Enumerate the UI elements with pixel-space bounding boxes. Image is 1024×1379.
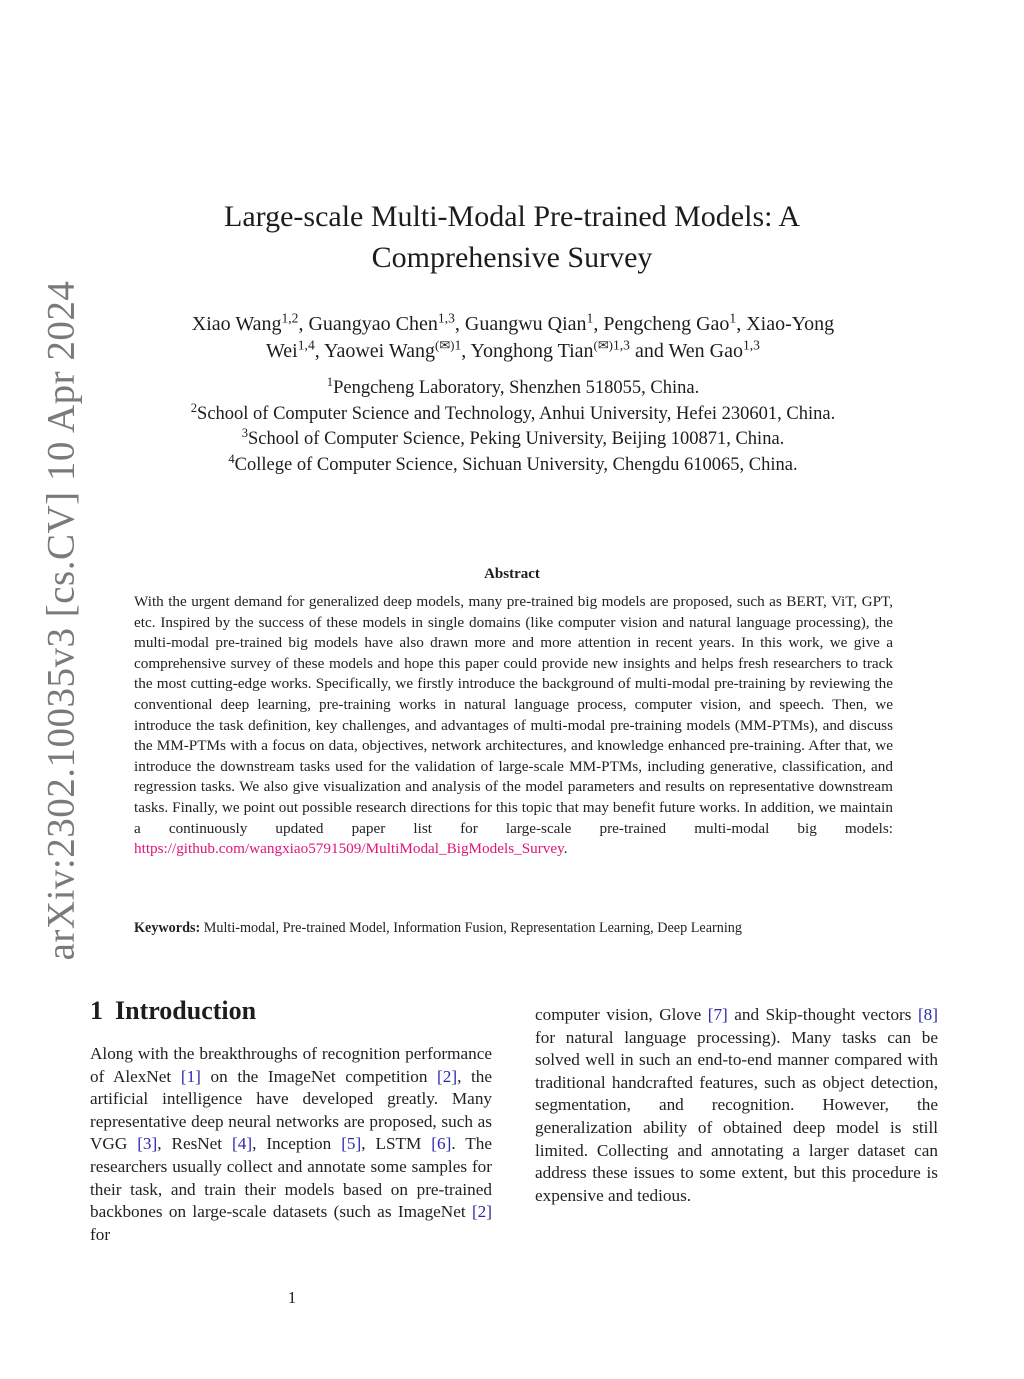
author-separator: and bbox=[629, 340, 669, 362]
intro-paragraph-left bbox=[90, 1043, 492, 1246]
author-separator: , bbox=[454, 313, 465, 335]
keywords-label: Keywords: bbox=[134, 920, 201, 936]
intro-paragraph-right bbox=[535, 1004, 938, 1207]
affiliation-list bbox=[110, 376, 916, 478]
author-name: Yonghong Tian bbox=[470, 340, 594, 362]
page-number: 1 bbox=[287, 1288, 297, 1307]
body-text: , Inception bbox=[252, 1134, 342, 1154]
author-name: Guangwu Qian bbox=[464, 313, 587, 335]
keywords-text: Multi-modal, Pre-trained Model, Information Fusion, Representation Learning, Deep Learning bbox=[203, 920, 742, 936]
body-text: , ResNet bbox=[157, 1134, 233, 1154]
paper-title: Large-scale Multi-Modal Pre-trained Models: A Comprehensive Survey bbox=[224, 200, 800, 274]
author-separator: , bbox=[298, 313, 309, 335]
citation-link[interactable]: [2] bbox=[437, 1066, 458, 1086]
section-heading bbox=[90, 996, 490, 1026]
abstract-heading: Abstract bbox=[484, 566, 540, 582]
body-text: computer vision, Glove bbox=[535, 1005, 708, 1024]
affiliation-number: 1 bbox=[326, 374, 334, 389]
affiliation-number: 4 bbox=[228, 451, 235, 466]
author-line-2 bbox=[118, 338, 908, 365]
affiliation-item bbox=[110, 376, 916, 402]
section-number: 1 bbox=[90, 996, 103, 1025]
author-affiliation-marker: 1,3 bbox=[437, 310, 455, 326]
keywords-line bbox=[134, 918, 914, 938]
affiliation-text: College of Computer Science, Sichuan University, Chengdu 610065, China. bbox=[234, 454, 798, 475]
author-affiliation-marker: 1,2 bbox=[281, 310, 299, 326]
author-name: Guangyao Chen bbox=[308, 313, 438, 335]
affiliation-text: School of Computer Science, Peking University, Beijing 100871, China. bbox=[248, 429, 785, 449]
author-separator: , bbox=[736, 313, 747, 335]
github-repo-link[interactable]: https://github.com/wangxiao5791509/MultiModal_BigModels_Survey bbox=[134, 840, 564, 858]
author-name-second-part: Wei bbox=[266, 340, 298, 362]
arxiv-identifier-text: arXiv:2302.10035v3 [cs.CV] 10 Apr 2024 bbox=[39, 280, 83, 960]
citation-link[interactable]: [3] bbox=[137, 1134, 158, 1154]
author-separator: , bbox=[593, 313, 604, 335]
abstract-text: With the urgent demand for generalized deep models, many pre-trained big models are proposed, such as BERT, ViT, GPT, etc. Inspired by the success of these models in single domains (like computer vision and natural language processing), the multi-modal pre-trained big models have also drawn more and more attention in recent years. In this work, we give a comprehensive survey of these models and hope this paper could provide new insights and helps fresh researchers to track the most cutting-edge works. Specifically, we firstly introduce the background of multi-modal pre-training by reviewing the conventional deep learning, pre-training works in natural language process, computer vision, and speech. Then, we introduce the task definition, key challenges, and advantages of multi-modal pre-training models (MM-PTMs), and discuss the MM-PTMs with a focus on data, objectives, network architectures, and knowledge enhanced pre-training. After that, we introduce the downstream tasks used for the validation of large-scale MM-PTMs, including generative, classification, and regression tasks. We also give visualization and analysis of the model parameters and results on representative downstream tasks. Finally, we point out possible research directions for this topic that may benefit future works. In addition, we maintain a continuously updated paper list for large-scale pre-trained multi-modal big models: bbox=[134, 593, 893, 837]
affiliation-number: 2 bbox=[190, 400, 198, 415]
affiliation-text: School of Computer Science and Technology, Anhui University, Hefei 230601, China. bbox=[197, 403, 836, 424]
author-separator: , bbox=[314, 340, 325, 362]
author-name-first-part: Xiao-Yong bbox=[746, 313, 835, 335]
author-affiliation-marker: 1,3 bbox=[742, 337, 760, 353]
affiliation-number: 3 bbox=[241, 425, 249, 440]
body-text: , LSTM bbox=[361, 1134, 432, 1154]
author-line-1 bbox=[118, 311, 908, 338]
abstract-body bbox=[134, 592, 893, 860]
author-affiliation-marker: 1,4 bbox=[297, 337, 315, 353]
author-name: Wen Gao bbox=[668, 340, 743, 362]
citation-link[interactable]: [7] bbox=[707, 1005, 728, 1024]
affiliation-text: Pengcheng Laboratory, Shenzhen 518055, China. bbox=[333, 378, 700, 398]
body-text: for natural language processing). Many tasks can be solved well in such an end-to-end manner compared with traditional handcrafted features, such as object detection, segmentation, and recognition. However, the generalization ability of obtained deep model is still limited. Collecting and annotating a larger dataset can address these issues to some extent, but this procedure is expensive and tedious. bbox=[535, 1027, 938, 1205]
author-affiliation-marker: (✉)1 bbox=[435, 337, 462, 353]
author-affiliation-marker: 1 bbox=[729, 310, 737, 326]
body-text: and Skip-thought vectors bbox=[727, 1005, 918, 1024]
affiliation-item bbox=[110, 402, 916, 428]
author-affiliation-marker: 1 bbox=[586, 310, 594, 326]
arxiv-identifier-stamp bbox=[26, 280, 96, 960]
body-text: . The researchers usually collect and annotate some samples for their task, and train their models based on pre-trained backbones on large-scale datasets (such as ImageNet bbox=[90, 1134, 492, 1222]
author-name: Xiao Wang bbox=[191, 313, 282, 335]
affiliation-item bbox=[110, 427, 916, 453]
citation-link[interactable]: [2] bbox=[471, 1202, 492, 1222]
citation-link[interactable]: [1] bbox=[180, 1066, 201, 1086]
citation-link[interactable]: [8] bbox=[917, 1005, 938, 1024]
body-text: on the ImageNet competition bbox=[200, 1066, 438, 1086]
abstract-trailing: . bbox=[563, 840, 568, 858]
author-list bbox=[118, 311, 908, 365]
body-text: for bbox=[90, 1224, 111, 1244]
author-name: Pengcheng Gao bbox=[603, 313, 730, 335]
citation-link[interactable]: [5] bbox=[341, 1134, 362, 1154]
affiliation-item bbox=[110, 453, 916, 479]
citation-link[interactable]: [4] bbox=[232, 1134, 253, 1154]
section-title: Introduction bbox=[115, 996, 257, 1025]
author-separator: , bbox=[461, 340, 471, 362]
author-name: Yaowei Wang bbox=[324, 340, 436, 362]
citation-link[interactable]: [6] bbox=[431, 1134, 452, 1154]
envelope-icon: (✉) bbox=[435, 337, 455, 353]
body-text: , the artificial intelligence have developed greatly. Many representative deep neural networks are proposed, such as VGG bbox=[90, 1066, 492, 1154]
envelope-icon: (✉) bbox=[593, 337, 613, 353]
author-affiliation-marker: (✉)1,3 bbox=[593, 337, 630, 353]
body-text: Along with the breakthroughs of recognition performance of AlexNet bbox=[90, 1044, 492, 1086]
